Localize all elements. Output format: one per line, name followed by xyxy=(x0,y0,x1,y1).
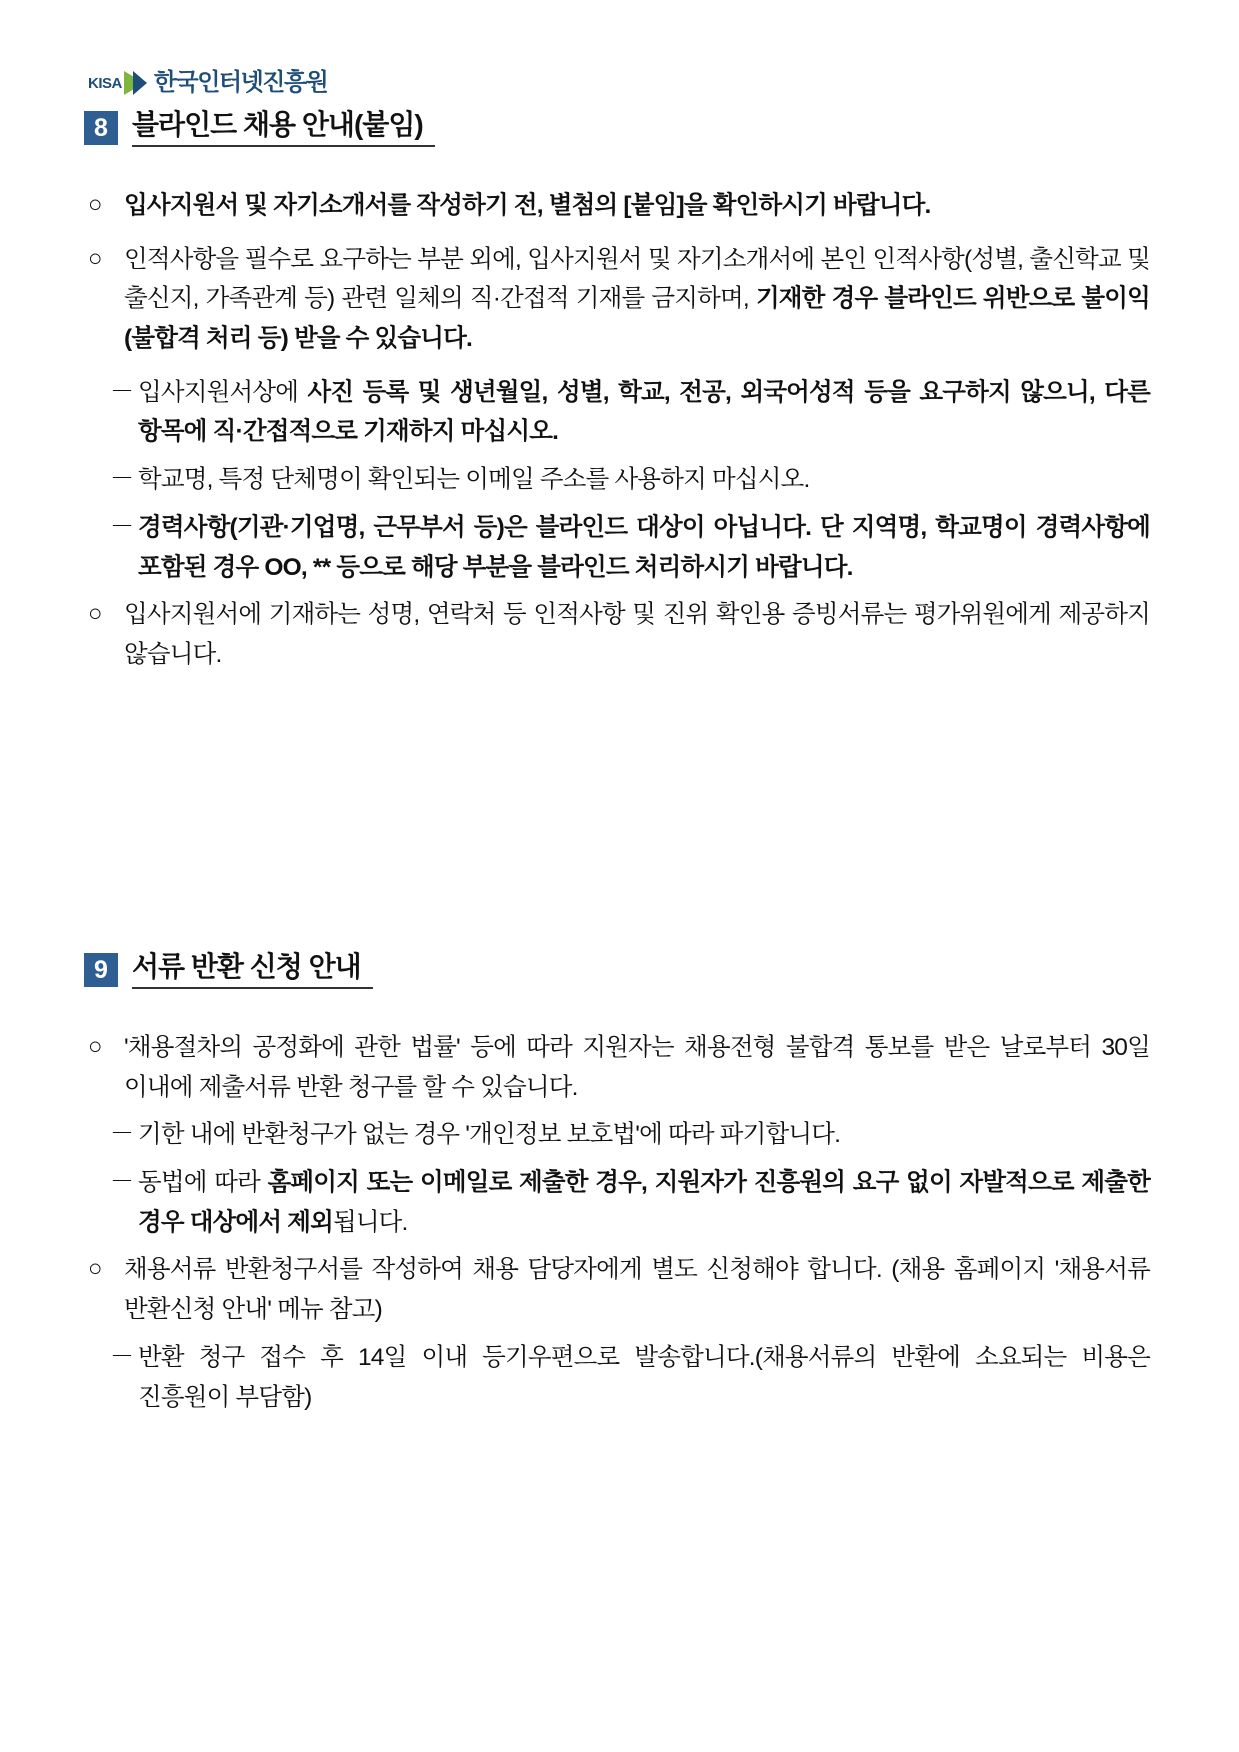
bullet-circle-icon: ○ xyxy=(88,191,103,218)
section-title-9: 서류 반환 신청 안내 xyxy=(132,952,373,989)
bullet-circle-icon: ○ xyxy=(88,600,103,628)
section-number-9: 9 xyxy=(84,953,118,987)
list-item xyxy=(88,595,1150,674)
bullet-dash-icon: － xyxy=(110,1168,134,1196)
list-item xyxy=(88,373,1150,452)
list-item xyxy=(88,460,1150,500)
bullet-dash-icon: － xyxy=(110,1342,134,1370)
list-item xyxy=(88,240,1150,359)
list-item xyxy=(88,1250,1150,1329)
list-item-text xyxy=(138,373,1150,452)
kisa-logo xyxy=(88,66,327,100)
section-number-8: 8 xyxy=(84,111,118,145)
section-heading-9 xyxy=(84,952,373,989)
list-item-text xyxy=(138,1163,1150,1242)
bullet-circle-icon: ○ xyxy=(88,1033,103,1060)
text-plain-2: 됩니다. xyxy=(332,1208,408,1236)
list-item-text: 채용서류 반환청구서를 작성하여 채용 담당자에게 별도 신청해야 합니다. (채용 홈페이지 '채용서류 반환신청 안내' 메뉴 참고) xyxy=(124,1256,1150,1324)
text-bold: 기재한 경우 블라인드 위반으로 불이익(불합격 처리 등) 받을 수 있습니다. xyxy=(124,285,1151,353)
list-item xyxy=(88,1115,1150,1155)
list-item-text: 경력사항(기관·기업명, 근무부서 등)은 블라인드 대상이 아닙니다. 단 지역명, 학교명이 경력사항에 포함된 경우 OO, ** 등으로 해당 부분을 블라인드 처리하시기 바랍니다. xyxy=(138,513,1150,581)
list-item xyxy=(88,508,1150,587)
section-body-8 xyxy=(88,186,1150,675)
text-plain: 동법에 따라 xyxy=(138,1169,268,1197)
text-plain: 입사지원서상에 xyxy=(138,378,308,406)
list-item xyxy=(88,186,1150,226)
list-item xyxy=(88,1028,1150,1107)
list-item xyxy=(88,1163,1150,1242)
text-bold: 홈페이지 또는 이메일로 제출한 경우, 지원자가 진흥원의 요구 없이 자발적으로 제출한 경우 대상에서 제외 xyxy=(138,1169,1150,1236)
text-plain: 인적사항을 필수로 요구하는 부분 외에, 입사지원서 및 자기소개서에 본인 인적사항(성별, 출신학교 및 출신지, 가족관계 등) 관련 일체의 직·간접적 기재를 금지하며, xyxy=(124,245,1150,313)
bullet-circle-icon: ○ xyxy=(88,244,103,272)
list-item-text xyxy=(124,240,1150,359)
bullet-dash-icon: － xyxy=(110,377,134,405)
list-item xyxy=(88,1338,1150,1417)
list-item-text: 입사지원서에 기재하는 성명, 연락처 등 인적사항 및 진위 확인용 증빙서류는 평가위원에게 제공하지 않습니다. xyxy=(124,601,1150,668)
text-bold: 사진 등록 및 생년월일, 성별, 학교, 전공, 외국어성적 등을 요구하지 않으니, 다른 항목에 직·간접적으로 기재하지 마십시오. xyxy=(138,378,1150,446)
list-item-text: 입사지원서 및 자기소개서를 작성하기 전, 별첨의 [붙임]을 확인하시기 바랍니다. xyxy=(124,192,931,219)
logo-arrow-icon xyxy=(124,69,154,97)
section-title-8: 블라인드 채용 안내(붙임) xyxy=(132,110,435,147)
bullet-dash-icon: － xyxy=(110,512,134,540)
list-item-text: 기한 내에 반환청구가 없는 경우 '개인정보 보호법'에 따라 파기합니다. xyxy=(138,1121,841,1149)
logo-mark-text: KISA xyxy=(88,74,122,92)
logo-name-text: 한국인터넷진흥원 xyxy=(153,69,328,96)
section-heading-8 xyxy=(84,110,435,147)
bullet-dash-icon: － xyxy=(110,1120,134,1148)
list-item-text: '채용절차의 공정화에 관한 법률' 등에 따라 지원자는 채용전형 불합격 통보를 받은 날로부터 30일 이내에 제출서류 반환 청구를 할 수 있습니다. xyxy=(124,1034,1150,1101)
bullet-circle-icon: ○ xyxy=(88,1255,103,1283)
bullet-dash-icon: － xyxy=(110,465,134,493)
list-item-text: 반환 청구 접수 후 14일 이내 등기우편으로 발송합니다.(채용서류의 반환에 소요되는 비용은 진흥원이 부담함) xyxy=(138,1343,1150,1411)
list-item-text: 학교명, 특정 단체명이 확인되는 이메일 주소를 사용하지 마십시오. xyxy=(138,466,810,494)
section-body-9 xyxy=(88,1028,1150,1417)
